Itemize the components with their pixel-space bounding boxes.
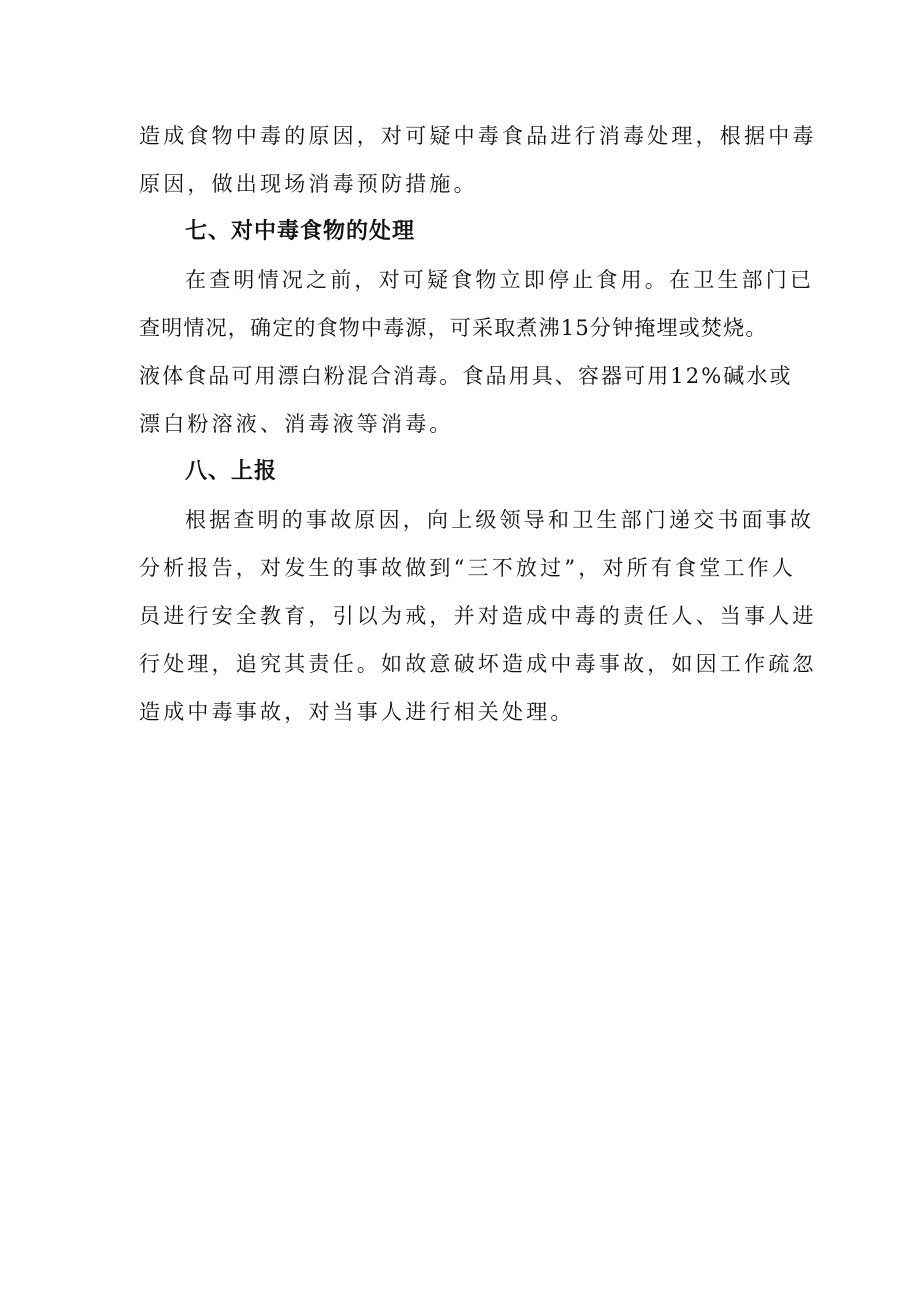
paragraph-line: 液体食品可用漂白粉混合消毒。食品用具、容器可用12%碱水或 xyxy=(139,364,793,388)
paragraph-line: 在查明情况之前，对可疑食物立即停止食用。在卫生部门已 xyxy=(185,268,815,292)
paragraph-line: 员进行安全教育，引以为戒，并对造成中毒的责任人、当事人进 xyxy=(139,604,817,628)
paragraph-line: 根据查明的事故原因，向上级领导和卫生部门递交书面事故 xyxy=(185,508,815,532)
paragraph-line: 造成中毒事故，对当事人进行相关处理。 xyxy=(139,700,575,724)
section-8-paragraph xyxy=(139,496,817,736)
paragraph-line: 行处理，追究其责任。如故意破坏造成中毒事故，如因工作疏忽 xyxy=(139,652,817,676)
paragraph-line: 分析报告，对发生的事故做到“三不放过”，对所有食堂工作人 xyxy=(139,556,797,580)
section-heading-7: 七、对中毒食物的处理 xyxy=(185,219,416,244)
paragraph-line: 查明情况，确定的食物中毒源，可采取煮沸15分钟掩埋或焚烧。 xyxy=(139,316,768,340)
paragraph-line: 漂白粉溶液、消毒液等消毒。 xyxy=(139,412,454,436)
intro-paragraph xyxy=(139,112,817,208)
paragraph-line: 造成食物中毒的原因，对可疑中毒食品进行消毒处理，根据中毒 xyxy=(139,124,817,148)
paragraph-line: 原因，做出现场消毒预防措施。 xyxy=(139,172,478,196)
section-heading-8: 八、上报 xyxy=(185,459,278,484)
section-7-paragraph xyxy=(139,256,815,448)
document-body xyxy=(139,112,817,736)
